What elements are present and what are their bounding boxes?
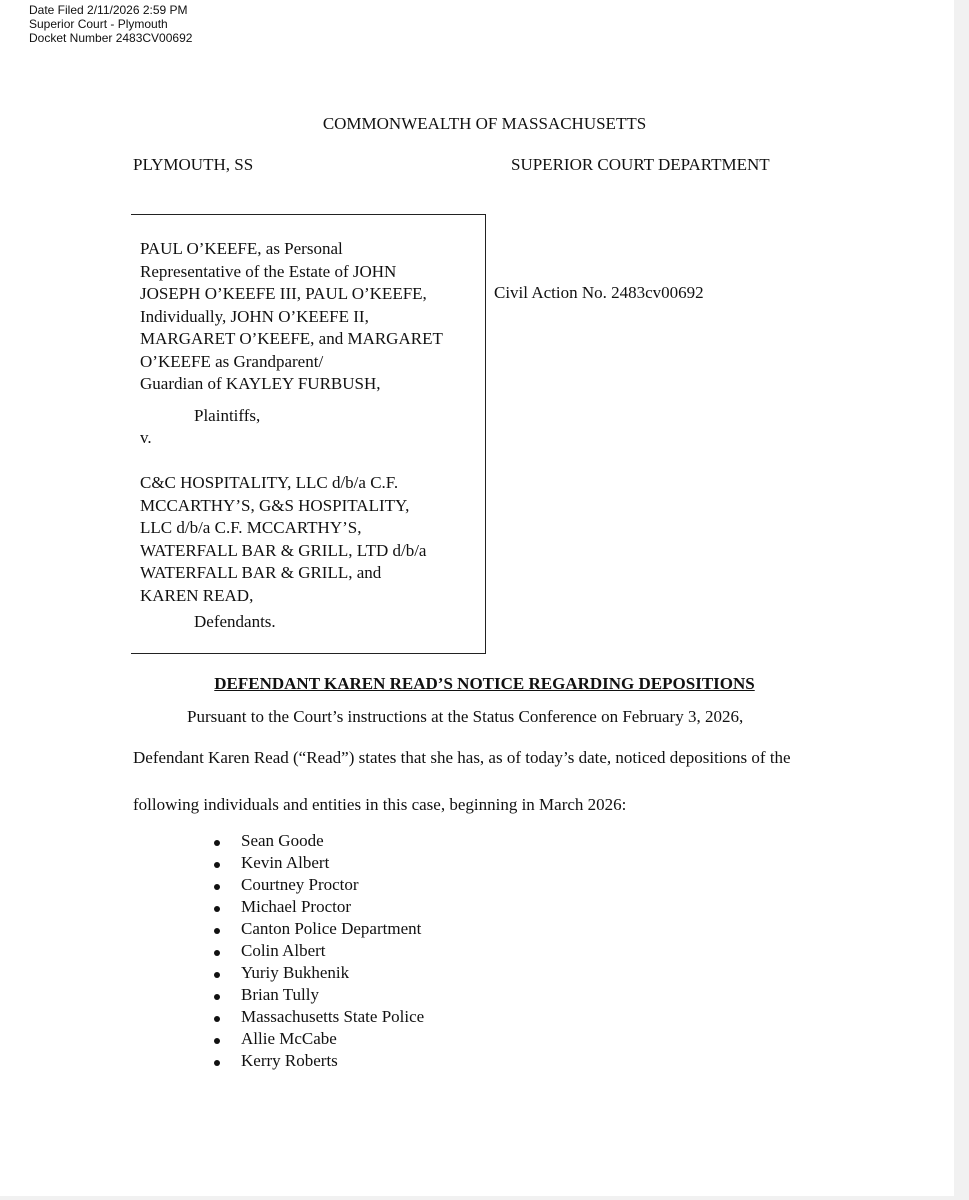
plaintiff-line: O’KEEFE as Grandparent/ bbox=[140, 351, 324, 371]
plaintiffs-block bbox=[140, 238, 443, 396]
bullet-icon bbox=[214, 1060, 220, 1066]
deponent-name: Allie McCabe bbox=[241, 1029, 337, 1048]
list-item bbox=[210, 830, 424, 852]
body-line-1: Pursuant to the Court’s instructions at the Status Conference on February 3, 2026, bbox=[187, 707, 744, 726]
defendant-line: C&C HOSPITALITY, LLC d/b/a C.F. bbox=[140, 473, 399, 492]
defendant-line: LLC d/b/a C.F. MCCARTHY’S, bbox=[140, 518, 362, 537]
versus-label: v. bbox=[140, 428, 152, 447]
commonwealth-heading: COMMONWEALTH OF MASSACHUSETTS bbox=[322, 114, 647, 133]
list-item bbox=[210, 874, 424, 896]
deponent-name: Brian Tully bbox=[241, 985, 319, 1004]
bullet-icon bbox=[214, 1038, 220, 1044]
deponent-name: Courtney Proctor bbox=[241, 875, 359, 894]
deponent-name: Kevin Albert bbox=[241, 853, 330, 872]
document-title: DEFENDANT KAREN READ’S NOTICE REGARDING DEPOSITIONS bbox=[214, 674, 755, 693]
bullet-icon bbox=[214, 972, 220, 978]
plaintiff-line: Individually, JOHN O’KEEFE II, bbox=[140, 306, 369, 326]
list-item bbox=[210, 984, 424, 1006]
deponent-name: Sean Goode bbox=[241, 831, 324, 850]
body-line-3: following individuals and entities in this case, beginning in March 2026: bbox=[133, 795, 627, 814]
plaintiff-line: Representative of the Estate of JOHN bbox=[140, 261, 397, 281]
bullet-icon bbox=[214, 928, 220, 934]
deponent-name: Canton Police Department bbox=[241, 919, 422, 938]
list-item bbox=[210, 940, 424, 962]
deponent-name: Massachusetts State Police bbox=[241, 1007, 425, 1026]
filing-stamp bbox=[29, 3, 192, 45]
plaintiffs-label: Plaintiffs, bbox=[194, 406, 261, 425]
defendant-line: KAREN READ, bbox=[140, 585, 254, 605]
docket-number: Docket Number 2483CV00692 bbox=[29, 31, 193, 45]
list-item bbox=[210, 1050, 424, 1072]
deponent-list bbox=[210, 830, 424, 1072]
defendants-block bbox=[140, 472, 426, 607]
bullet-icon bbox=[214, 884, 220, 890]
list-item bbox=[210, 1028, 424, 1050]
bullet-icon bbox=[214, 906, 220, 912]
deponent-name: Kerry Roberts bbox=[241, 1051, 338, 1070]
list-item bbox=[210, 962, 424, 984]
deponent-name: Colin Albert bbox=[241, 941, 326, 960]
plaintiff-line: JOSEPH O’KEEFE III, PAUL O’KEEFE, bbox=[140, 284, 427, 303]
defendant-line: WATERFALL BAR & GRILL, and bbox=[140, 563, 382, 582]
list-item bbox=[210, 852, 424, 874]
plaintiff-line: Guardian of KAYLEY FURBUSH, bbox=[140, 374, 381, 393]
list-item bbox=[210, 1006, 424, 1028]
date-filed: Date Filed 2/11/2026 2:59 PM bbox=[29, 3, 188, 17]
deponent-name: Michael Proctor bbox=[241, 897, 351, 916]
defendants-label: Defendants. bbox=[194, 612, 276, 631]
bullet-icon bbox=[214, 1016, 220, 1022]
civil-action-number: Civil Action No. 2483cv00692 bbox=[494, 283, 704, 302]
plaintiff-line: MARGARET O’KEEFE, and MARGARET bbox=[140, 329, 443, 348]
county-label: PLYMOUTH, SS bbox=[133, 155, 254, 174]
bullet-icon bbox=[214, 950, 220, 956]
list-item bbox=[210, 918, 424, 940]
department-label: SUPERIOR COURT DEPARTMENT bbox=[511, 155, 770, 174]
bullet-icon bbox=[214, 994, 220, 1000]
bullet-icon bbox=[214, 862, 220, 868]
bullet-icon bbox=[214, 840, 220, 846]
defendant-line: WATERFALL BAR & GRILL, LTD d/b/a bbox=[140, 540, 427, 560]
plaintiff-line: PAUL O’KEEFE, as Personal bbox=[140, 239, 343, 258]
deponent-name: Yuriy Bukhenik bbox=[241, 963, 350, 982]
list-item bbox=[210, 896, 424, 918]
defendant-line: MCCARTHY’S, G&S HOSPITALITY, bbox=[140, 495, 410, 515]
body-line-2: Defendant Karen Read (“Read”) states that she has, as of today’s date, noticed depositions of the bbox=[133, 748, 791, 767]
court-name: Superior Court - Plymouth bbox=[29, 17, 168, 31]
